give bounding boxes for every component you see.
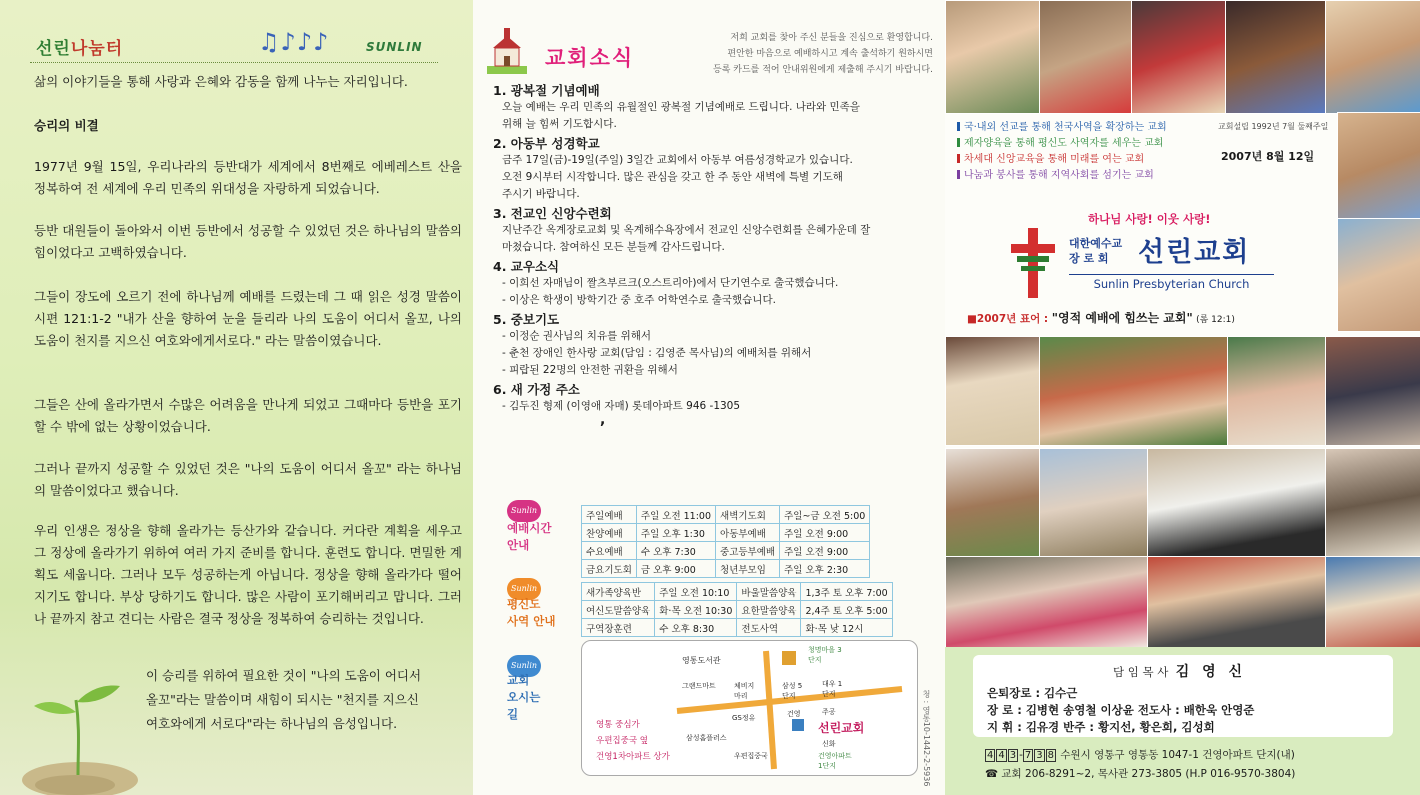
welcome-note: 저희 교회를 찾아 주신 분들을 진심으로 환영합니다. 편안한 마음으로 예배하시고 계속 출석하기 원하시면 등록 카드를 적어 안내위원에게 제출해 주시기 바랍니다.	[713, 33, 933, 75]
slogan: 하나님 사랑! 이웃 사랑!	[1088, 212, 1211, 226]
photo	[1039, 448, 1149, 558]
list-item: 차세대 신앙교육을 통해 미래를 여는 교회	[957, 152, 1167, 168]
list-item: 제자양육을 통해 평신도 사역자를 세우는 교회	[957, 136, 1167, 152]
worship-label: 예배시간 안내	[507, 521, 552, 552]
music-notes-icon: ♫♪♪♪	[258, 28, 330, 56]
church-english-name: Sunlin Presbyterian Church	[1069, 274, 1274, 291]
photo	[1337, 112, 1420, 220]
church-address: 4 4 3 - 7 3 8 수원시 영통구 영통동 1047-1 건영아파트 단지(내)	[987, 749, 1295, 761]
sermon-paragraph: 등반 대원들이 돌아와서 이번 등반에서 성공할 수 있었던 것은 하나님의 말씀의 힘이었다고 고백하였습니다.	[34, 223, 462, 260]
church-icon	[483, 26, 531, 76]
news-item: 5. 중보기도 - 이정순 권사님의 치유를 위해서 - 춘천 장애인 한사랑 교회(담임 : 김영준 목사님)의 예배처를 위해서 - 피랍된 22명의 안전한 귀환을 위해서	[493, 312, 812, 376]
photo	[1131, 0, 1227, 114]
list-item: 나눔과 봉사를 통해 지역사회를 섬기는 교회	[957, 168, 1167, 184]
map-place: 영통도서관	[682, 656, 721, 665]
ministry-list	[957, 120, 1167, 184]
table-row: 금요기도회 금 오후 9:00 청년부모임 주일 오후 2:30	[582, 560, 870, 578]
sermon-paragraph: 그러나 끝까지 성공할 수 있었던 것은 "나의 도움이 어디서 올꼬" 라는 하나님의 말씀이었다고 했습니다.	[34, 461, 462, 498]
panel-title: 선린나눔터	[36, 39, 124, 59]
table-row: 여신도말씀양육 화·목 오전 10:30 요한말씀양육 2,4주 토 오후 5:00	[582, 601, 893, 619]
sermon-paragraph: 그들이 장도에 오르기 전에 하나님께 예배를 드렸는데 그 때 읽은 성경 말씀이 시편 121:1-2 "내가 산을 향하여 눈을 들리라 나의 도움이 어디서 올꼬, 나의 도움이 천지를 지으신 여호와에게서로다." 라는 말씀이였습니다.	[34, 289, 462, 348]
map-place: 청명마을 3단지	[808, 646, 842, 664]
worship-table	[581, 505, 870, 578]
photo	[1337, 218, 1420, 332]
bulletin-date: 2007년 8월 12일	[1221, 150, 1315, 163]
photo	[1325, 0, 1420, 114]
news-item: 4. 교우소식 - 이희선 자매님이 짤츠부르크(오스트리아)에서 단기연수로 출국했습니다. - 이상은 학생이 방학기간 중 호주 어학연수로 출국했습니다.	[493, 259, 839, 306]
sunlin-badge: Sunlin	[507, 655, 541, 677]
map-place: GS정유	[732, 714, 756, 722]
bullet-icon	[957, 154, 960, 163]
table-row: 수요예배 수 오후 7:30 중고등부예배 주일 오전 9:00	[582, 542, 870, 560]
photo	[1147, 448, 1327, 558]
table-row: 구역장훈련 수 오후 8:30 전도사역 화·목 낮 12시	[582, 619, 893, 637]
side-note: 청 : 영통10-1442-2-5936	[922, 690, 931, 787]
bullet-icon	[957, 122, 960, 131]
list-item: 국·내외 선교를 통해 천국사역을 확장하는 교회	[957, 120, 1167, 136]
stray-mark: ,	[600, 412, 606, 428]
photo	[945, 0, 1041, 114]
staff-row: 지 휘 : 김유경 반주 : 황지선, 황은희, 김성희	[987, 720, 1215, 734]
map-place: 신화	[822, 740, 836, 748]
news-panel	[473, 0, 945, 795]
lay-ministry-table	[581, 582, 893, 637]
map-church-label: 선린교회	[818, 721, 865, 735]
lead-text: 삶의 이야기들을 통해 사랑과 은혜와 감동을 함께 나누는 자리입니다.	[34, 74, 408, 89]
church-info-panel	[945, 0, 1420, 795]
photo	[1227, 336, 1327, 446]
sprout-image	[20, 640, 140, 795]
news-list	[493, 80, 933, 415]
senior-pastor: 담 임 목 사 김 영 신	[1113, 664, 1247, 680]
news-item: 1. 광복절 기념예배 오늘 예배는 우리 민족의 유월절인 광복절 기념예배로 드립니다. 나라와 민족을 위해 늘 힘써 기도합시다.	[493, 83, 860, 130]
photo	[1325, 556, 1420, 648]
directions-map	[581, 640, 918, 776]
table-row: 새가족양육반 주일 오전 10:10 바울말씀양육 1,3주 토 오후 7:00	[582, 583, 893, 601]
news-title: 교회소식	[545, 46, 635, 70]
staff-row: 장 로 : 김병현 송영철 이상윤 전도사 : 배한욱 안영준	[987, 703, 1255, 717]
table-row: 주일예배 주일 오전 11:00 새벽기도회 주일~금 오전 5:00	[582, 506, 870, 524]
sunlin-badge: Sunlin	[507, 578, 541, 600]
map-place: 우편집중국	[734, 752, 768, 760]
sunlin-badge: Sunlin	[507, 500, 541, 522]
denomination: 대한예수교 장 로 회	[1069, 237, 1123, 265]
map-place: 그랜드마트	[682, 682, 716, 690]
map-place: 주공	[822, 708, 836, 716]
photo	[1039, 336, 1229, 446]
staff-section	[945, 647, 1420, 795]
directions-label: 교회 오시는 길	[507, 673, 541, 721]
brand-label: SUNLIN	[366, 40, 423, 54]
staff-card	[973, 655, 1393, 737]
sermon-title: 승리의 비결	[34, 118, 99, 133]
sermon-paragraph: 우리 인생은 정상을 향해 올라가는 등산가와 같습니다. 커다란 계획을 세우고 그 정상에 올라가기 위하여 여러 가지 준비를 합니다. 훈련도 합니다. 면밀한 계획도 세웁니다. 그러나 모두 성공하는게 아닙니다. 정상을 향해 올라가다 떨어지기도 합니다. 부상 당하기도 합니다. 많은 사람이 포기해버리고 맙니다. 그러나 끝까지 참고 견디는 사람은 결국 정상을 정복하여 승리하는 것입니다.	[34, 523, 462, 626]
cross-logo-icon	[1011, 228, 1055, 298]
map-place: 삼성홈플러스	[686, 734, 727, 742]
photo	[945, 448, 1041, 558]
photo	[945, 556, 1149, 648]
lay-ministry-label: 평신도 사역 안내	[507, 597, 556, 628]
news-item: 3. 전교인 신앙수련회 지난주간 옥계장로교회 및 옥계해수욕장에서 전교인 신앙수련회를 은혜가운데 잘 마쳤습니다. 참여하신 모든 분들께 감사드립니다.	[493, 206, 871, 253]
photo	[1325, 448, 1420, 558]
map-place: 건영아파트 1단지	[818, 752, 852, 770]
photo	[1147, 556, 1327, 648]
founded-date: 교회설립 1992년 7월 둘째주일	[1218, 122, 1329, 131]
staff-row: 은퇴장로 : 김수근	[987, 686, 1078, 700]
bullet-icon	[957, 138, 960, 147]
sermon-paragraph: 그들은 산에 올라가면서 수많은 어려움을 만나게 되었고 그때마다 등반을 포기 할 수 밖에 없는 상황이었습니다.	[34, 397, 462, 434]
sermon-panel	[0, 0, 473, 795]
map-place: 건영	[787, 710, 801, 718]
news-item: 2. 아동부 성경학교 금주 17일(금)-19일(주일) 3일간 교회에서 아동부 여름성경학교가 있습니다. 오전 9시부터 시작합니다. 많은 관심을 갖고 한 주 동안 새벽에 특별 기도해 주시기 바랍니다.	[493, 136, 853, 200]
sermon-paragraph: 1977년 9월 15일, 우리나라의 등반대가 세계에서 8번째로 에베레스트 산을 정복하여 전 세계에 우리 민족의 위대성을 자랑하게 되었습니다.	[34, 159, 462, 196]
photo	[1225, 0, 1327, 114]
photo	[1325, 336, 1420, 446]
phone-numbers: ☎ 교회 206-8291~2, 목사관 273-3805 (H.P 016-9570-3804)	[985, 768, 1296, 780]
map-place: 체비지 마리	[734, 682, 755, 700]
church-name: 선린교회	[1138, 237, 1251, 268]
news-item: 6. 새 가정 주소 - 김두진 형제 (이영애 자매) 롯데아파트 946 -1305	[493, 382, 741, 412]
table-row: 찬양예배 주일 오후 1:30 아동부예배 주일 오전 9:00	[582, 524, 870, 542]
photo	[1039, 0, 1133, 114]
bullet-icon	[957, 170, 960, 179]
map-place: 삼성 5단지	[782, 682, 803, 700]
closing-paragraph: 이 승리를 위하여 필요한 것이 "나의 도움이 어디서 올꼬"라는 말씀이며 새힘이 되시는 "천지를 지으신 여호와에게 서로다"라는 하나님의 음성입니다.	[146, 668, 422, 731]
yearly-motto: ■2007년 표어 : "영적 예배에 힘쓰는 교회" (롬 12:1)	[967, 311, 1235, 325]
photo	[945, 336, 1041, 446]
divider	[30, 62, 438, 63]
route-note: 영통 중심가 우편집중국 옆 건영1차아파트 상가	[596, 720, 670, 762]
map-place: 대우 1단지	[822, 680, 843, 698]
